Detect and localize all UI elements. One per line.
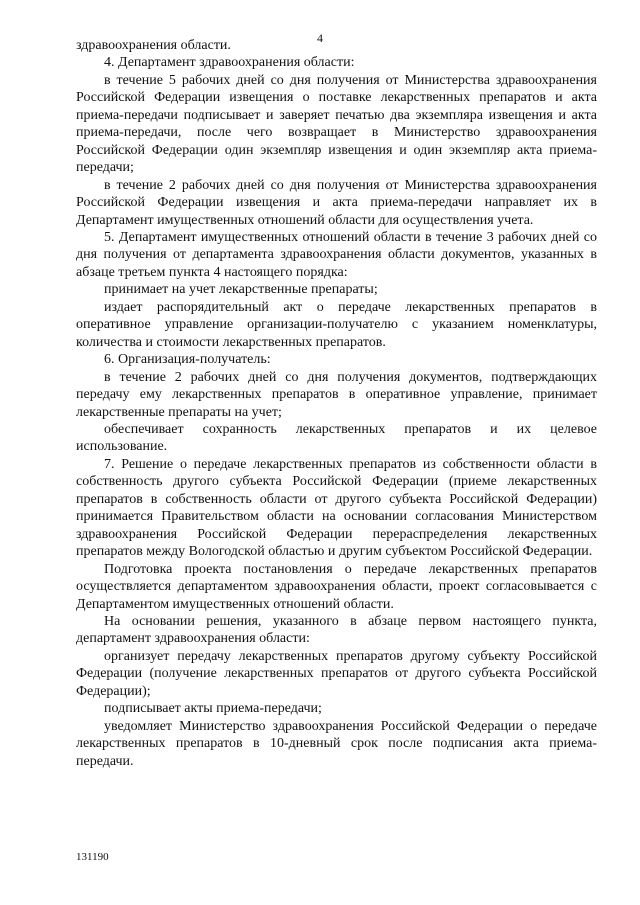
paragraph: организует передачу лекарственных препаратов другому субъекту Российской Федерации (получение лекарственных препаратов от другого субъекта Российской Федерации); — [76, 648, 597, 699]
paragraph: в течение 2 рабочих дней со дня получения от Министерства здравоохранения Российской Федерации извещения и акта приема-передачи направляет их в Департамент имущественных отношений области для осуществления учета. — [76, 177, 597, 228]
paragraph: принимает на учет лекарственные препараты; — [104, 282, 378, 298]
document-body — [76, 37, 597, 770]
paragraph: На основании решения, указанного в абзаце первом настоящего пункта, департамент здравоохранения области: — [76, 613, 597, 647]
paragraph: 6. Организация-получатель: — [104, 352, 271, 368]
paragraph: 7. Решение о передаче лекарственных препаратов из собственности области в собственность другого субъекта Российской Федерации (приеме лекарственных препаратов в собственность области от другого субъекта Российской Федерации) принимается Правительством области на основании согласования Министерством здравоохранения Российской Федерации перераспределения лекарственных препаратов между Вологодской областью и другим субъектом Российской Федерации. — [76, 456, 597, 560]
paragraph: в течение 2 рабочих дней со дня получения документов, подтверждающих передачу ему лекарственных препаратов в оперативное управление, принимает лекарственные препараты на учет; — [76, 369, 597, 420]
paragraph: 4. Департамент здравоохранения области: — [104, 55, 355, 71]
paragraph: в течение 5 рабочих дней со дня получения от Министерства здравоохранения Российской Федерации извещения о поставке лекарственных препаратов и акта приема-передачи подписывает и заверяет печатью два экземпляра извещения и акта приема-передачи, после чего возвращает в Министерство здравоохранения Российской Федерации один экземпляр извещения и один экземпляр акта приема-передачи; — [76, 72, 597, 176]
paragraph: уведомляет Министерство здравоохранения Российской Федерации о передаче лекарственных препаратов в 10-дневный срок после подписания акта приема-передачи. — [76, 718, 597, 769]
paragraph: подписывает акты приема-передачи; — [104, 701, 322, 717]
document-code: 131190 — [76, 851, 109, 863]
paragraph: обеспечивает сохранность лекарственных препаратов и их целевое использование. — [76, 421, 597, 455]
paragraph: издает распорядительный акт о передаче лекарственных препаратов в оперативное управление организации-получателю с указанием номенклатуры, количества и стоимости лекарственных препаратов. — [76, 299, 597, 350]
paragraph: 5. Департамент имущественных отношений области в течение 3 рабочих дней со дня получения от департамента здравоохранения области документов, указанных в абзаце третьем пункта 4 настоящего порядка: — [76, 229, 597, 280]
page-number: 4 — [317, 31, 323, 45]
paragraph: здравоохранения области. — [76, 38, 231, 53]
paragraph: Подготовка проекта постановления о передаче лекарственных препаратов осуществляется департаментом здравоохранения области, проект согласовывается с Департаментом имущественных отношений области. — [76, 561, 597, 612]
